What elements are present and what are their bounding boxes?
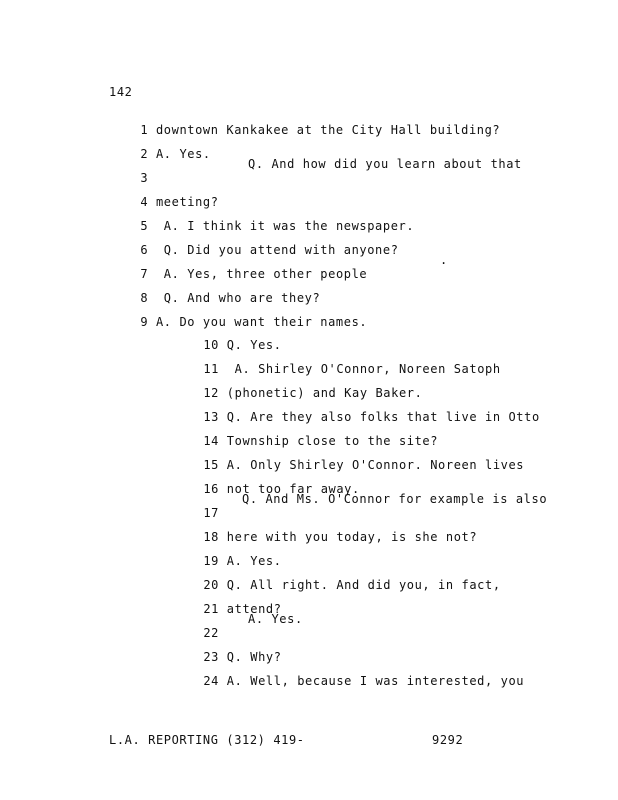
line-text: A. Yes.: [248, 612, 303, 626]
line-text: A. Yes, three other people: [163, 267, 368, 281]
line-text: A. I think it was the newspaper.: [163, 219, 415, 233]
line-number: 18: [203, 530, 219, 544]
line-text: Q. Did you attend with anyone?: [163, 243, 399, 257]
line-number: 6: [140, 243, 149, 257]
line-text: here with you today, is she not?: [226, 530, 478, 544]
line-number: 23: [203, 650, 219, 664]
line-text: Q. And who are they?: [163, 291, 321, 305]
line-text: A. Well, because I was interested, you: [226, 674, 525, 688]
line-text: Q. All right. And did you, in fact,: [226, 578, 501, 592]
line-text: Q. Why?: [226, 650, 282, 664]
line-number: 1: [140, 123, 149, 137]
line-text: attend?: [226, 602, 282, 616]
line-text: Township close to the site?: [226, 434, 439, 448]
line-number: 3: [140, 171, 149, 185]
line-number: 10: [203, 338, 219, 352]
line-text: A. Yes.: [226, 554, 282, 568]
line-number: 9: [140, 315, 149, 329]
line-text: Q. Yes.: [226, 338, 282, 352]
line-number: 2: [140, 147, 149, 161]
line-text: (phonetic) and Kay Baker.: [226, 386, 423, 400]
line-text: meeting?: [155, 195, 219, 209]
line-text: A. Yes.: [155, 147, 211, 161]
line-number: 4: [140, 195, 149, 209]
line-number: 5: [140, 219, 149, 233]
line-text: A. Shirley O'Connor, Noreen Satoph: [234, 362, 501, 376]
line-number: 20: [203, 578, 219, 592]
line-number: 19: [203, 554, 219, 568]
line-text: A. Only Shirley O'Connor. Noreen lives: [226, 458, 525, 472]
trailing-mark: .: [440, 253, 448, 267]
line-number: 14: [203, 434, 219, 448]
page-number: 142: [109, 85, 133, 99]
line-number: 22: [203, 626, 219, 640]
line-text: downtown Kankakee at the City Hall building?: [155, 123, 501, 137]
line-number: 16: [203, 482, 219, 496]
line-number: 11: [203, 362, 219, 376]
line-text: not too far away.: [226, 482, 360, 496]
line-text: Q. And Ms. O'Connor for example is also: [242, 492, 548, 506]
line-number: 8: [140, 291, 149, 305]
line-number: 17: [203, 506, 219, 520]
line-text: Q. And how did you learn about that: [248, 157, 522, 171]
line-number: 21: [203, 602, 219, 616]
line-text: A. Do you want their names.: [155, 315, 368, 329]
transcript-line: [172, 660, 524, 702]
line-number: 7: [140, 267, 149, 281]
line-number: 13: [203, 410, 219, 424]
line-text: Q. Are they also folks that live in Otto: [226, 410, 540, 424]
line-number: 24: [203, 674, 219, 688]
line-number: 15: [203, 458, 219, 472]
line-number: 12: [203, 386, 219, 400]
footer-number: 9292: [432, 733, 464, 747]
footer-reporter: L.A. REPORTING (312) 419-: [109, 733, 305, 747]
